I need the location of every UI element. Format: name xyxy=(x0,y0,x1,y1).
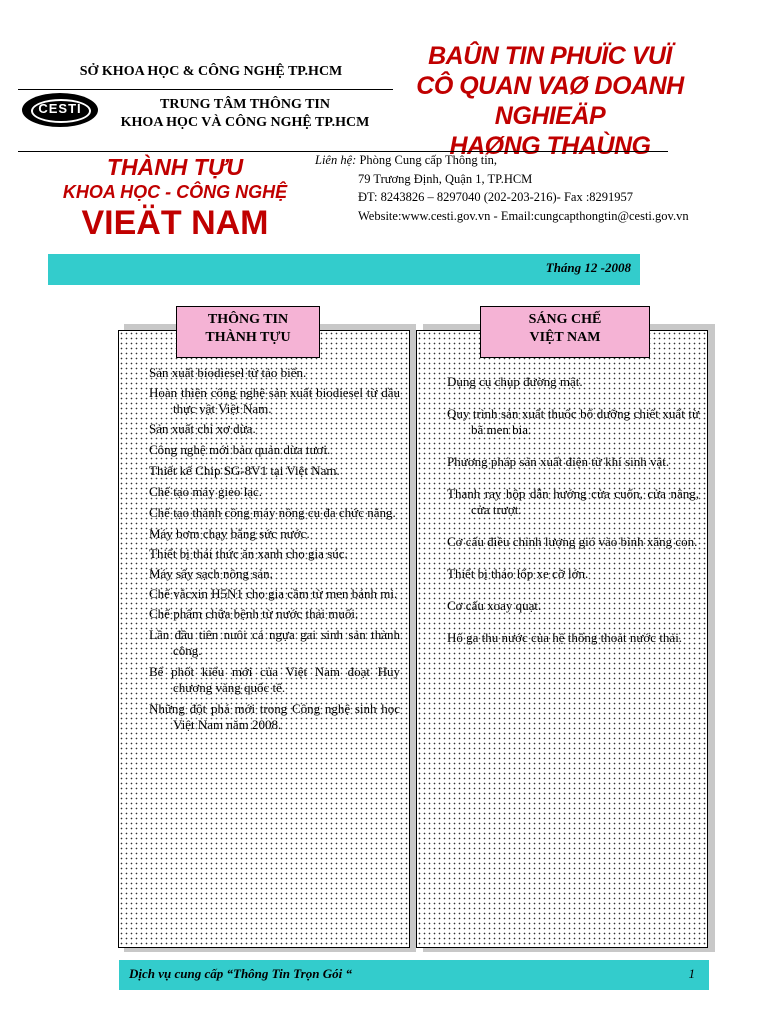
contact-address: 79 Trương Định, Quận 1, TP.HCM xyxy=(358,171,533,186)
list-item: Sản xuất chỉ xơ dừa. xyxy=(149,421,256,436)
list-item: Thiết kế Chip SG-8V1 tại Việt Nam. xyxy=(149,463,340,478)
issue-date: Tháng 12 -2008 xyxy=(545,260,631,275)
bulletin-title-line1: BAÛN TIN PHUÏC VUÏ xyxy=(428,42,672,70)
page-number: 1 xyxy=(688,966,695,981)
list-item: Chế tạo thành công máy nông cụ đa chức năng. xyxy=(149,505,396,520)
bulletin-title-line3: HAØNG THAÙNG xyxy=(449,132,651,160)
list-item: Chế vắcxin H5N1 cho gia cầm từ men bánh mì. xyxy=(149,586,398,601)
left-tag-line1: THÔNG TIN xyxy=(207,312,289,327)
contact-dept: Phòng Cung cấp Thông tin, xyxy=(359,153,498,167)
contact-row-1 xyxy=(315,151,689,170)
date-band xyxy=(48,254,640,285)
list-item: Máy sấy sạch nông sản. xyxy=(149,566,273,581)
left-tag-line2: THÀNH TỰU xyxy=(205,330,291,345)
invention-list xyxy=(447,374,699,646)
publication-title-line2: KHOA HỌC - CÔNG NGHỆ xyxy=(62,182,288,202)
list-item: Cơ cấu điều chỉnh lượng gió vào bình xăng con. xyxy=(447,534,698,549)
list-item: Phương pháp sản xuất điện từ khí sinh vật. xyxy=(447,454,670,469)
list-item: Dụng cụ chụp đường mật. xyxy=(447,374,583,389)
list-item: Sản xuất biodiesel từ tảo biển. xyxy=(149,365,307,380)
list-item: Lần đầu tiên nuôi cá ngựa gai sinh sản thành công. xyxy=(149,627,400,658)
cesti-logo xyxy=(22,93,98,127)
footer-text: Dịch vụ cung cấp “Thông Tin Trọn Gói “ xyxy=(129,966,352,981)
right-tag-line2: VIỆT NAM xyxy=(529,330,601,345)
contact-label: Liên hệ: xyxy=(315,153,357,167)
contact-web-email: Website:www.cesti.gov.vn - Email:cungcapthongtin@cesti.gov.vn xyxy=(358,208,689,223)
achievement-list xyxy=(149,365,400,733)
header-divider xyxy=(18,89,393,90)
right-panel-tag xyxy=(480,306,650,358)
list-item: Hoàn thiện công nghệ sản xuất biodiesel từ dầu thực vật Việt Nam. xyxy=(149,385,400,416)
list-item: Bể phốt kiểu mới của Việt Nam đoạt Huy chương vàng quốc tế. xyxy=(149,664,400,695)
list-item: Quy trình sản xuất thuốc bổ dưỡng chiết xuất từ bã men bia. xyxy=(447,406,699,437)
contact-phone: ĐT: 8243826 – 8297040 (202-203-216)- Fax :8291957 xyxy=(358,190,634,204)
list-item: Chế phẩm chữa bệnh từ nước thải muối. xyxy=(149,606,359,621)
center-name-line1: TRUNG TÂM THÔNG TIN xyxy=(160,97,330,112)
right-panel xyxy=(416,330,708,948)
center-name xyxy=(100,96,390,132)
department-name: SỞ KHOA HỌC & CÔNG NGHỆ TP.HCM xyxy=(79,64,343,79)
center-name-line2: KHOA HỌC VÀ CÔNG NGHỆ TP.HCM xyxy=(120,115,370,130)
contact-block xyxy=(315,151,689,225)
right-tag-line1: SÁNG CHẾ xyxy=(528,312,602,327)
list-item: Thiết bị thái thức ăn xanh cho gia súc. xyxy=(149,546,348,561)
logo-text: CESTI xyxy=(38,101,82,116)
list-item: Cơ cấu xoay quạt. xyxy=(447,598,542,613)
publication-title-line3: VIEÄT NAM xyxy=(81,204,269,242)
publication-title-line1: THÀNH TỰU xyxy=(106,154,244,180)
list-item: Những đột phá mới trong Công nghệ sinh học Việt Nam năm 2008. xyxy=(149,701,400,732)
left-panel xyxy=(118,330,410,948)
list-item: Máy bơm chạy bằng sức nước. xyxy=(149,526,310,541)
list-item: Chế tạo máy gieo lạc. xyxy=(149,484,262,499)
list-item: Thiết bị tháo lốp xe cỡ lớn. xyxy=(447,566,589,581)
bulletin-title xyxy=(405,41,695,161)
bulletin-title-line2: CÔ QUAN VAØ DOANH NGHIEÄP xyxy=(416,72,684,130)
left-panel-tag xyxy=(176,306,320,358)
list-item: Công nghệ mới bảo quản dừa tươi. xyxy=(149,442,331,457)
footer-band xyxy=(119,960,709,990)
list-item: Thanh ray hộp dẫn hướng cửa cuốn, cửa nâng, cửa trượt. xyxy=(447,486,699,517)
list-item: Hố ga thu nước của hệ thống thoát nước thải. xyxy=(447,630,683,645)
publication-title xyxy=(40,155,310,242)
